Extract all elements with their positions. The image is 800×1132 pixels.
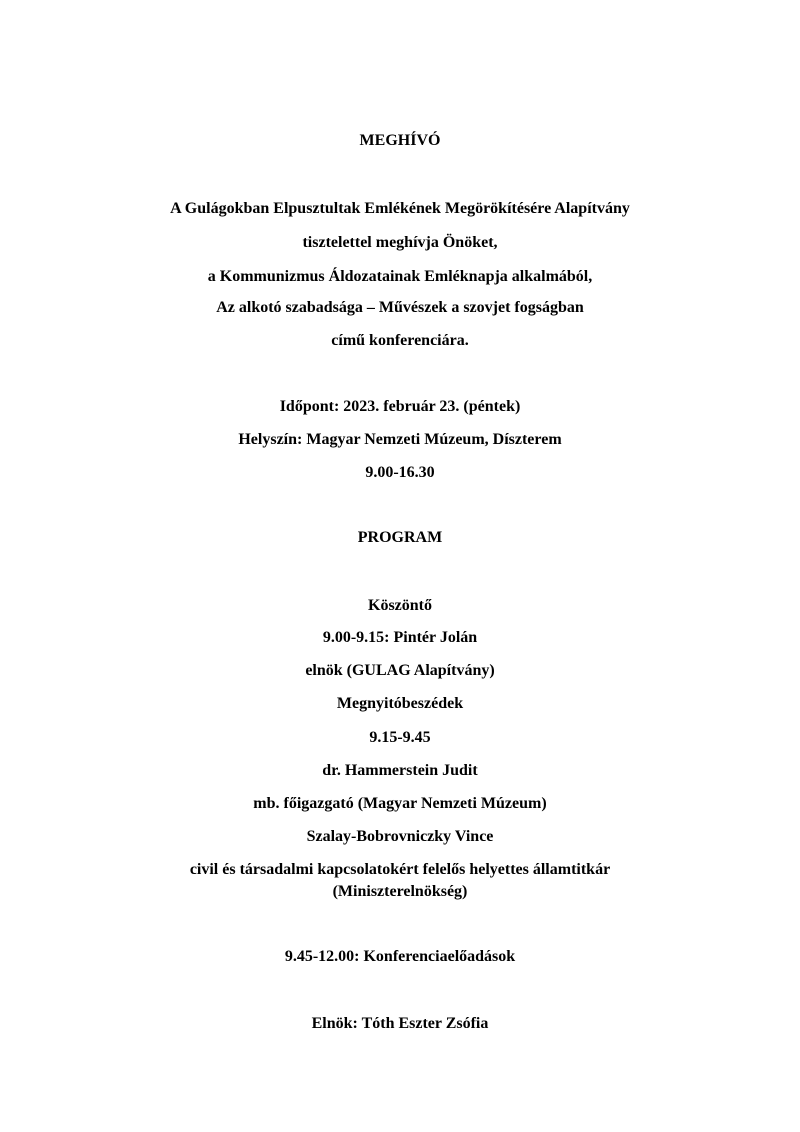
- invitation-text-line: című konferenciára.: [331, 332, 469, 349]
- invitation-text-line: tisztelettel meghívja Önöket,: [302, 234, 498, 251]
- speaker-name: Szalay-Bobrovniczky Vince: [306, 828, 494, 845]
- event-date: Időpont: 2023. február 23. (péntek): [279, 398, 521, 415]
- speaker-role: (Miniszterelnökség): [332, 883, 468, 900]
- event-hours: 9.00-16.30: [365, 464, 435, 481]
- speaker-role: mb. főigazgató (Magyar Nemzeti Múzeum): [253, 795, 547, 812]
- event-venue: Helyszín: Magyar Nemzeti Múzeum, Díszterem: [238, 431, 562, 448]
- program-heading: PROGRAM: [357, 529, 443, 546]
- invitation-title: MEGHÍVÓ: [359, 132, 441, 149]
- invitation-text-line: a Kommunizmus Áldozatainak Emléknapja alkalmából,: [207, 268, 593, 285]
- conference-title: Az alkotó szabadsága – Művészek a szovjet fogságban: [216, 299, 584, 316]
- session-chair: Elnök: Tóth Eszter Zsófia: [311, 1015, 489, 1032]
- speaker-name: dr. Hammerstein Judit: [322, 762, 478, 779]
- program-section-title: Megnyitóbeszédek: [336, 695, 464, 712]
- program-item: 9.45-12.00: Konferenciaelőadások: [284, 948, 516, 965]
- foundation-name: A Gulágokban Elpusztultak Emlékének Megörökítésére Alapítvány: [170, 200, 630, 217]
- speaker-role: civil és társadalmi kapcsolatokért felelős helyettes államtitkár: [189, 861, 611, 878]
- program-item: 9.00-9.15: Pintér Jolán: [322, 629, 478, 646]
- program-time: 9.15-9.45: [369, 729, 431, 746]
- speaker-role: elnök (GULAG Alapítvány): [305, 662, 495, 679]
- program-section-title: Köszöntő: [368, 597, 432, 614]
